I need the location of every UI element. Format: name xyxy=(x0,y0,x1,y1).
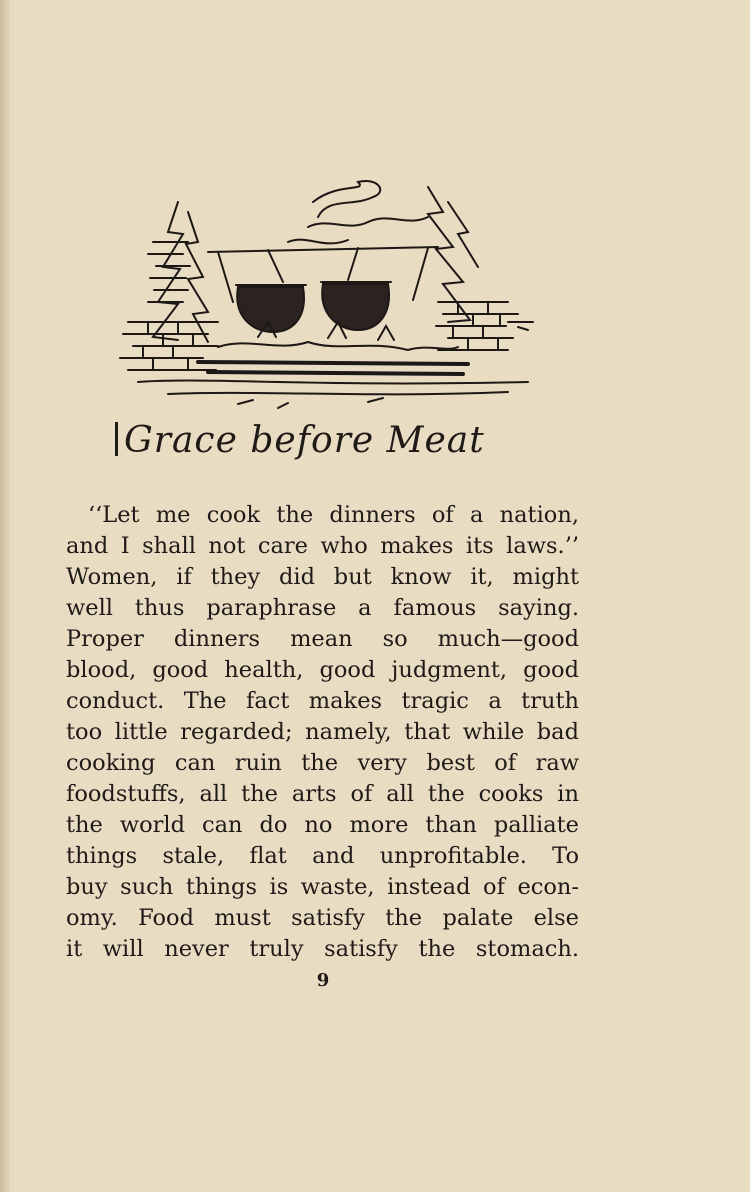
text-line: and I shall not care who makes its laws.’’ xyxy=(66,533,579,559)
text-line: too little regarded; namely, that while bad xyxy=(66,719,579,745)
text-line: foodstuffs, all the arts of all the cooks in xyxy=(66,781,579,807)
heading-text: Grace before Meat xyxy=(124,420,485,461)
body-paragraph xyxy=(66,500,579,965)
text-line: buy such things is waste, instead of econ- xyxy=(66,874,579,900)
page-number: 9 xyxy=(316,970,330,991)
text-line: omy. Food must satisfy the palate else xyxy=(66,905,579,931)
page-heading xyxy=(115,420,535,472)
page-edge xyxy=(0,0,10,1192)
text-line: ‘‘Let me cook the dinners of a nation, xyxy=(88,502,579,528)
text-line: Proper dinners mean so much—good xyxy=(66,626,579,652)
hearth-illustration xyxy=(108,172,538,417)
text-line: the world can do no more than palliate xyxy=(66,812,579,838)
text-line: things stale, flat and unprofitable. To xyxy=(66,843,579,869)
text-line: Women, if they did but know it, might xyxy=(66,564,579,590)
text-line: well thus paraphrase a famous saying. xyxy=(66,595,579,621)
text-line: blood, good health, good judgment, good xyxy=(66,657,579,683)
text-line: cooking can ruin the very best of raw xyxy=(66,750,579,776)
text-line: it will never truly satisfy the stomach. xyxy=(66,936,579,962)
heading-ornament xyxy=(115,422,118,456)
text-line: conduct. The fact makes tragic a truth xyxy=(66,688,579,714)
